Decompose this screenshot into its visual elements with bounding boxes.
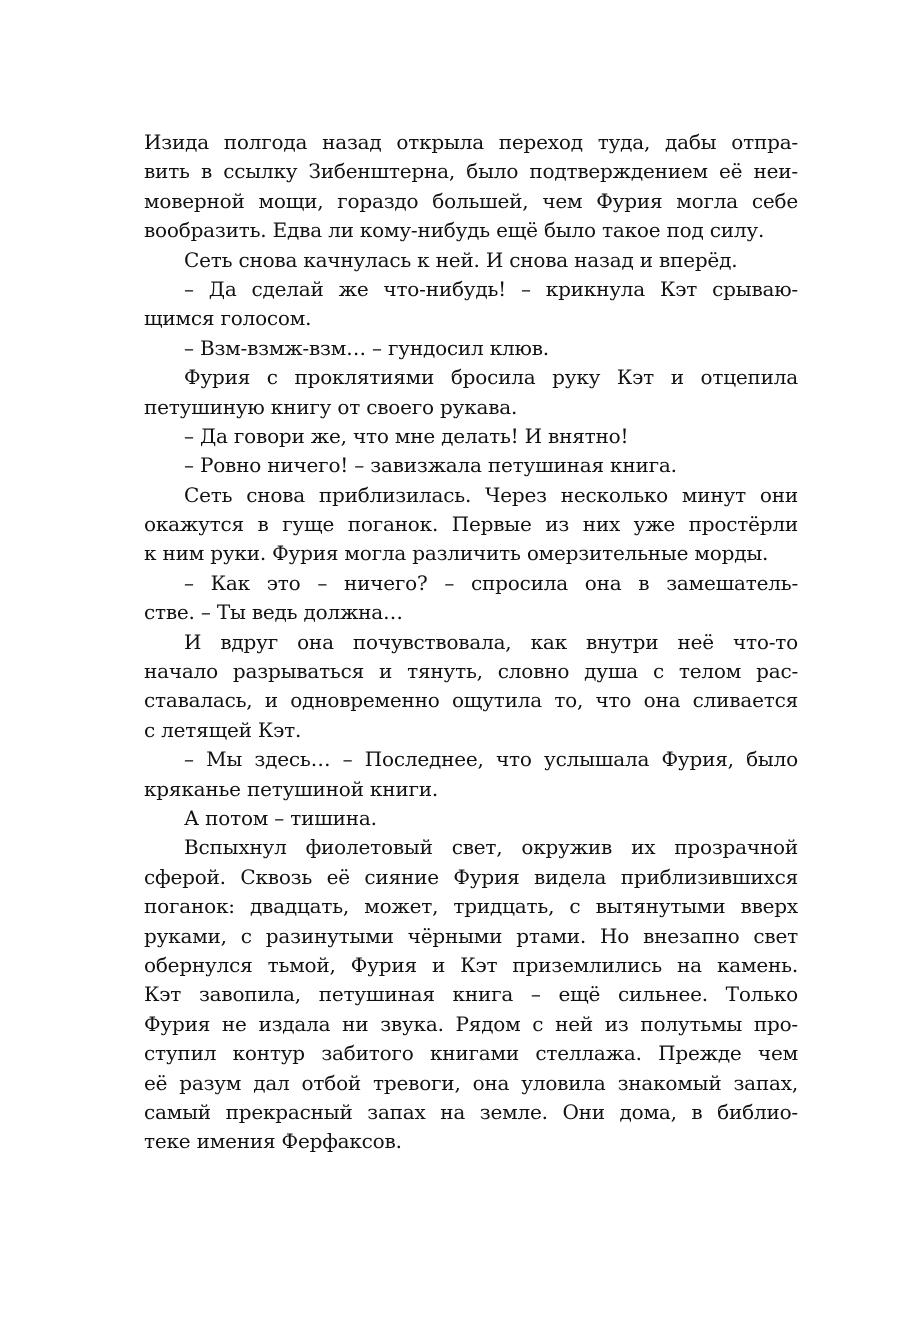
text-line: – Мы здесь… – Последнее, что услышала Фурия, было [184,747,798,772]
text-line: Вспыхнул фиолетовый свет, окружив их прозрачной [184,835,798,860]
text-line: Кэт завопила, петушиная книга – ещё сильнее. Только [144,982,798,1007]
text-line: Фурия с проклятиями бросила руку Кэт и отцепила [184,365,798,390]
text-line: вить в ссылку Зибенштерна, было подтверждением её неи- [144,159,798,184]
text-line: – Да говори же, что мне делать! И внятно! [184,423,629,448]
body-text [144,128,798,1157]
text-line: вообразить. Едва ли кому-нибудь ещё было такое под силу. [144,218,765,243]
text-line: теке имения Ферфаксов. [144,1129,402,1154]
text-line: – Ровно ничего! – завизжала петушиная книга. [184,453,677,478]
text-line: самый прекрасный запах на земле. Они дома, в библио- [144,1099,798,1124]
text-line: кряканье петушиной книги. [144,776,439,801]
text-line: обернулся тьмой, Фурия и Кэт приземлились на камень. [144,952,798,977]
text-line: к ним руки. Фурия могла различить омерзительные морды. [144,541,769,566]
text-line: – Как это – ничего? – спросила она в замешатель- [184,570,798,595]
text-line: – Взм-взмж-взм… – гундосил клюв. [184,335,549,360]
text-line: И вдруг она почувствовала, как внутри неё что-то [184,629,798,654]
text-line: Изида полгода назад открыла переход туда, дабы отпра- [144,130,798,154]
text-line: А потом – тишина. [184,805,377,830]
text-line: Фурия не издала ни звука. Рядом с ней из полутьмы про- [144,1011,798,1036]
text-line: моверной мощи, гораздо большей, чем Фурия могла себе [144,188,798,213]
text-line: с летящей Кэт. [144,717,302,742]
text-line: руками, с разинутыми чёрными ртами. Но внезапно свет [144,923,798,948]
text-line: окажутся в гуще поганок. Первые из них уже простёрли [144,512,798,537]
text-line: петушиную книгу от своего рукава. [144,394,518,419]
text-line: стве. – Ты ведь должна… [144,600,403,625]
text-line: Сеть снова качнулась к ней. И снова назад и вперёд. [184,247,738,272]
text-line: начало разрываться и тянуть, словно душа с телом рас- [144,659,798,684]
text-line: – Да сделай же что-нибудь! – крикнула Кэт срываю- [184,276,798,301]
text-line: сферой. Сквозь её сияние Фурия видела приблизившихся [144,864,798,889]
text-line: поганок: двадцать, может, тридцать, с вытянутыми вверх [144,894,798,919]
text-line: Сеть снова приблизилась. Через несколько минут они [184,482,798,507]
text-line: ставалась, и одновременно ощутила то, что она сливается [144,688,798,713]
text-line: щимся голосом. [144,306,312,331]
text-line: её разум дал отбой тревоги, она уловила знакомый запах, [144,1070,798,1095]
text-line: ступил контур забитого книгами стеллажа. Прежде чем [144,1041,798,1066]
